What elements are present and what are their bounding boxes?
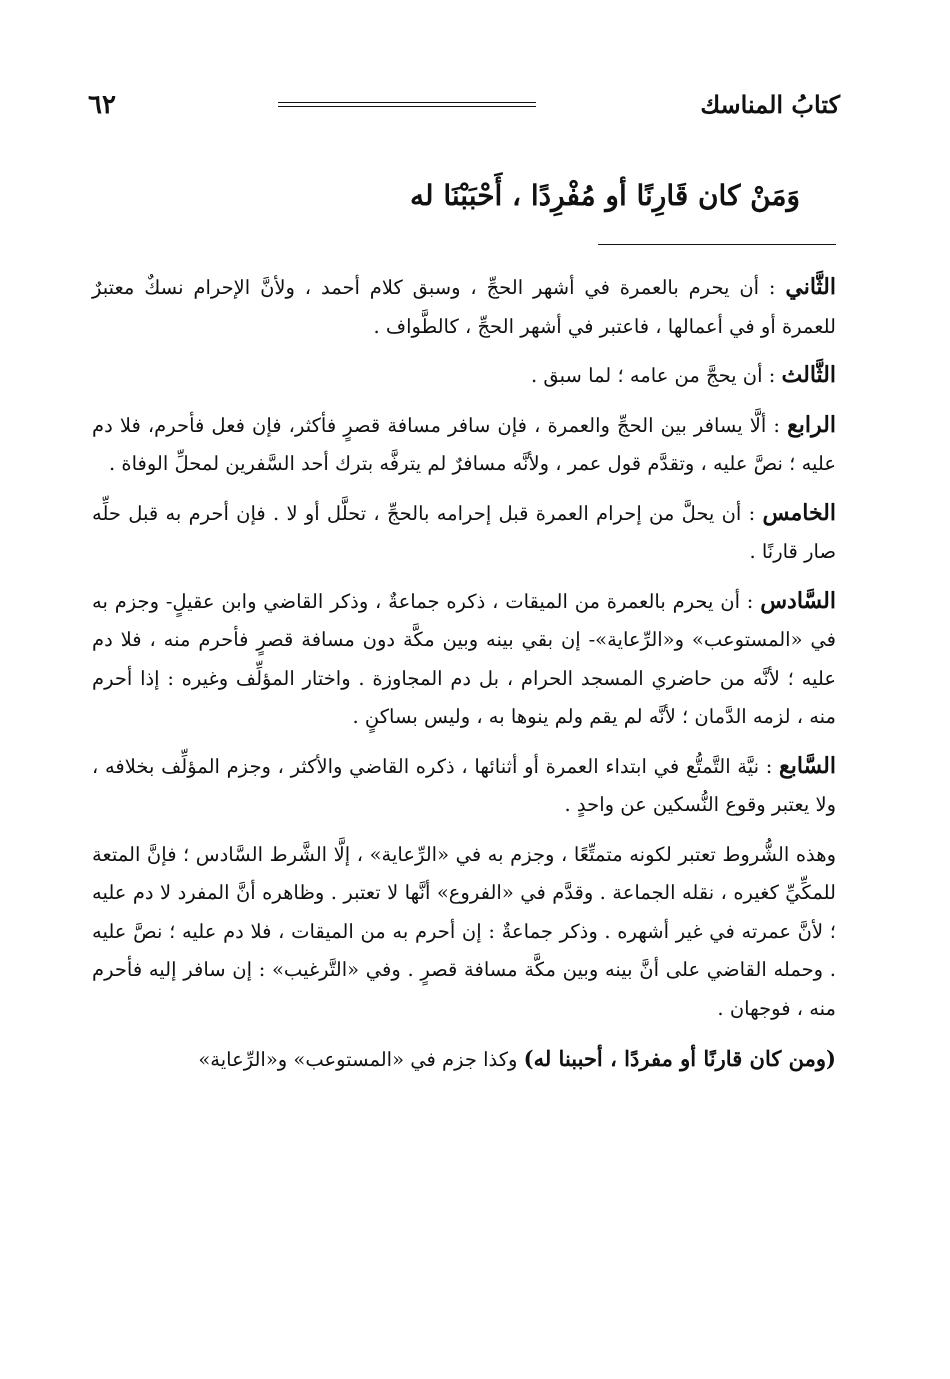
running-title: كتابُ المناسك [700,90,840,119]
paragraph-sixth-condition [92,582,836,737]
paragraph-lead: السَّادس [760,587,836,614]
paragraph-fourth-condition [92,406,836,484]
header-divider [278,102,536,107]
paragraph-lead: الثَّالث [781,362,836,388]
paragraph-text: وهذه الشُّروط تعتبر لكونه متمتِّعًا ، وجزم به في «الرِّعاية» ، إلَّا الشَّرط السَّادس ؛ فإنَّ المتعة للمكِّيِّ كغيره ، نقله الجماعة . وقدَّم في «الفروع» أنَّها لا تعتبر . وظاهره أنَّ المفرد لا دم عليه ؛ لأنَّ عمرته في غير أشهره . وذكر جماعةٌ : إن أحرم به من الميقات ، فلا دم عليه ؛ نصَّ عليه . وحمله القاضي على أنَّ بينه وبين مكَّة مسافة قصرٍ . وفي «التَّرغيب» : إن سافر إليه فأحرم منه ، فوجهان . [92,842,836,1020]
paragraph-third-condition [92,356,836,396]
page-number: ٦٢ [88,90,116,120]
matn-text: وَمَنْ كان قَارِنًا أو مُفْرِدًا ، أَحْبَبْنَا له [410,179,800,212]
quoted-matn: (ومن كان قارنًا أو مفردًا ، أحببنا له) [523,1046,836,1071]
paragraph-text: : أن يحرم بالعمرة من الميقات ، ذكره جماعةٌ ، وذكر القاضي وابن عقيلٍ- وجزم به في «المستوعب» و«الرِّعاية»- إن بقي بينه وبين مكَّة دون مسافة قصرٍ فأحرم منه ، فلا دم عليه ؛ لأنَّه من حاضري المسجد الحرام ، بل دم المجاوزة . واختار المؤلِّف وغيره : إذا أحرم منه ، لزمه الدَّمان ؛ لأنَّه لم يقم ولم ينوها به ، وليس بساكنٍ . [92,589,836,728]
paragraph-lead: الثَّاني [785,274,836,300]
paragraph-lead: الرابع [787,411,836,438]
paragraph-text: وكذا جزم في «المستوعب» و«الرِّعاية» [198,1048,524,1071]
paragraph-seventh-condition [92,747,836,825]
paragraph-text: : ألَّا يسافر بين الحجِّ والعمرة ، فإن سافر مسافة قصرٍ فأكثر، فإن فعل فأحرم، فلا دم عليه ؛ نصَّ عليه ، وتقدَّم قول عمر ، ولأنَّه مسافرٌ لم يترفَّه بترك أحد السَّفرين لمحلِّ الوفاة . [92,413,836,475]
paragraph-fifth-condition [92,494,836,572]
commentary [92,268,836,1089]
paragraph-lead: السَّابع [779,752,836,779]
page-header [88,88,840,128]
paragraph-conditions-summary [92,835,836,1029]
matn-divider [598,244,836,245]
paragraph-second-condition [92,268,836,346]
paragraph-text: : أن يحجَّ من عامه ؛ لما سبق . [531,364,782,387]
paragraph-text: : نيَّة التَّمتُّع في ابتداء العمرة أو أثنائها ، ذكره القاضي والأكثر ، وجزم المؤلِّف بخلافه ، ولا يعتبر وقوع النُّسكين عن واحدٍ . [92,754,836,816]
paragraph-closing [92,1040,836,1079]
paragraph-text: : أن يحلَّ من إحرام العمرة قبل إحرامه بالحجِّ ، تحلَّل أو لا . فإن أحرم به قبل حلِّه صار قارنًا . [92,501,836,563]
paragraph-text: : أن يحرم بالعمرة في أشهر الحجِّ ، وسبق كلام أحمد ، ولأنَّ الإحرام نسكٌ معتبرٌ للعمرة أو في أعمالها ، فاعتبر في أشهر الحجِّ ، كالطَّواف . [92,276,836,338]
paragraph-lead: الخامس [762,499,836,526]
